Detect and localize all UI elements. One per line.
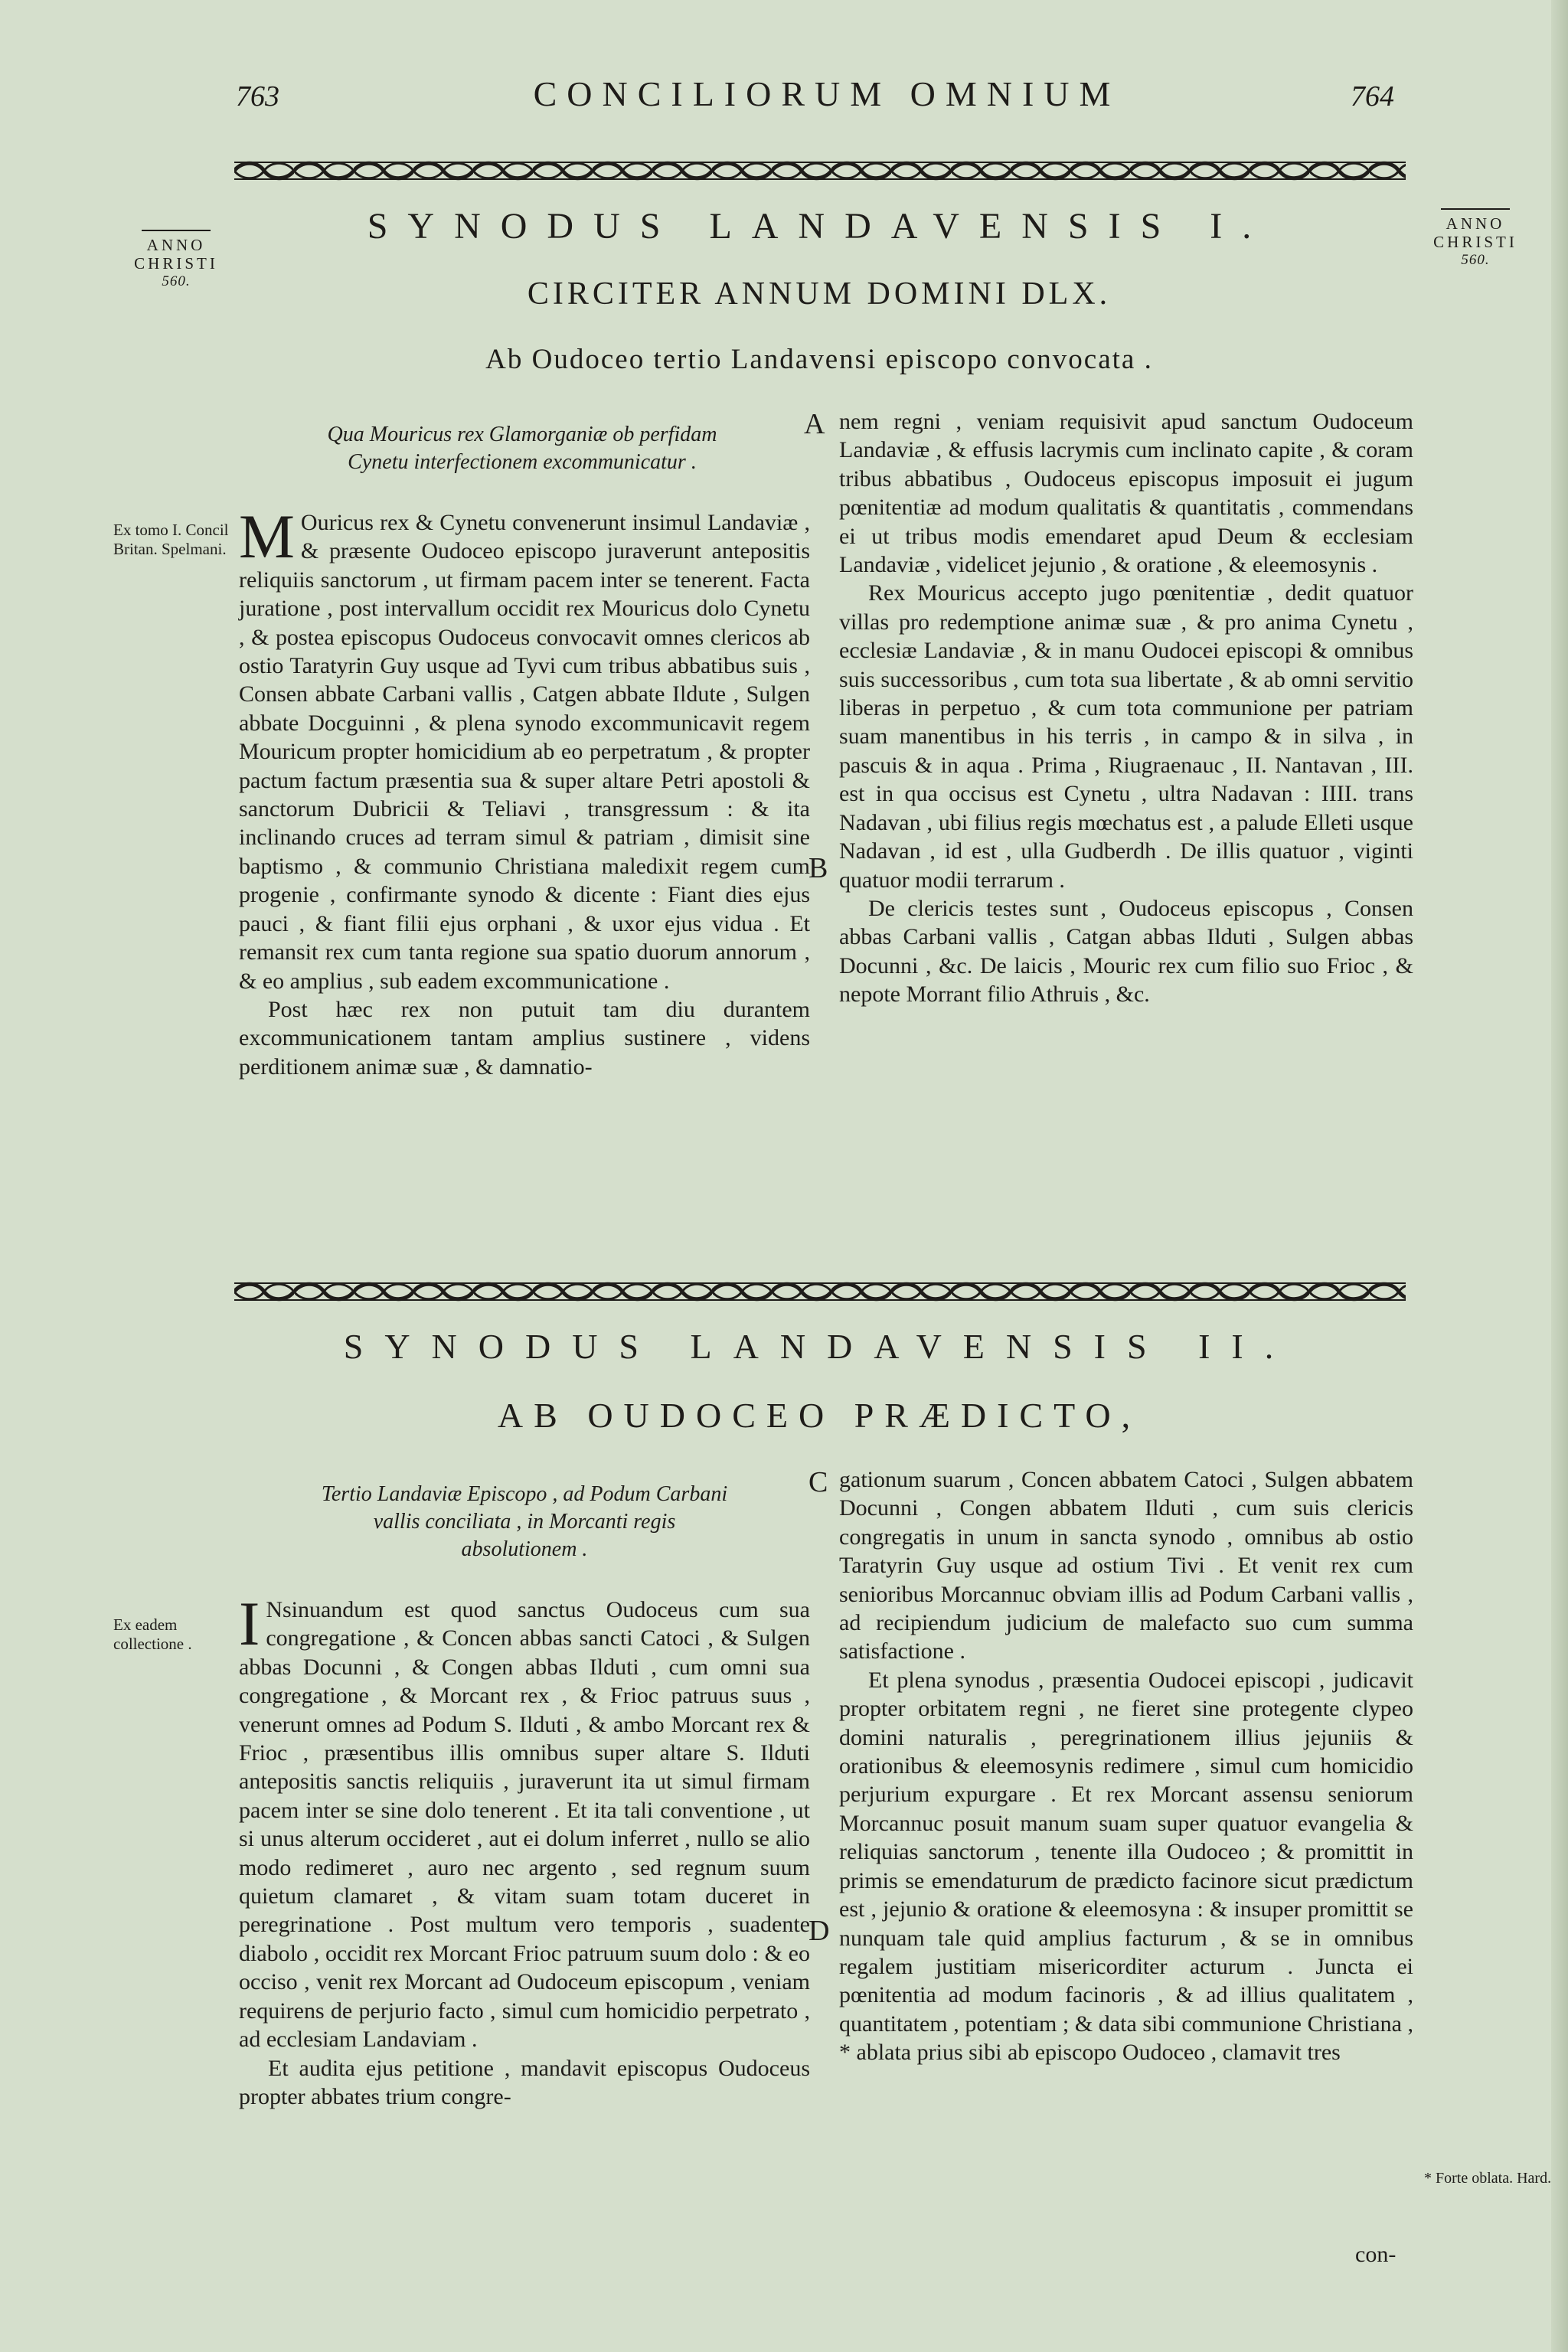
page-number-right: 764	[1351, 80, 1394, 113]
column-marker-c: C	[808, 1466, 828, 1498]
paragraph: Et audita ejus petitione , mandavit episcopus Oudoceus propter abbates trium congre-	[239, 2055, 810, 2109]
argument-line: absolutionem .	[461, 1537, 588, 1561]
argument-line: vallis conciliata , in Morcanti regis	[373, 1510, 676, 1534]
ornament-band-top	[234, 159, 1406, 182]
column-marker-d: D	[808, 1915, 830, 1947]
anno-rule	[1441, 208, 1510, 210]
section2-right-column	[839, 1465, 1413, 2067]
paragraph: Post hæc rex non putuit tam diu durantem excommunicationem tantam amplius sustinere , videns perditionem animæ suæ , & damnatio-	[239, 996, 810, 1080]
anno-year: 560.	[1461, 252, 1490, 268]
section2-subtitle: AB OUDOCEO PRÆDICTO,	[497, 1396, 1142, 1435]
margin-note-source: Ex tomo I. Concil Britan. Spelmani.	[113, 521, 229, 558]
anno-year: 560.	[162, 273, 191, 289]
page-gutter	[1551, 0, 1568, 2352]
section1-argument	[239, 421, 805, 476]
section1-subtitle: CIRCITER ANNUM DOMINI DLX.	[527, 276, 1112, 312]
paragraph: gationum suarum , Concen abbatem Catoci , Sulgen abbatem Docunni , Congen abbatem Ilduti , cum suis clericis congregatis in unum in sancta synodo , omnibus ab ostio Taratyrin Guy usque ad ostium Tivi . Et venit rex cum senioribus Morcannuc obviam illis ad Podum Carbani vallis , ad recipiendum judicium de malefacto suo cum summa satisfactione .	[839, 1467, 1413, 1664]
ornament-rule-icon	[234, 159, 1406, 182]
section2-left-column	[239, 1589, 810, 2111]
ornament-band-middle	[234, 1280, 1406, 1303]
section2-title: SYNODUS LANDAVENSIS II.	[343, 1327, 1295, 1366]
section1-right-column	[839, 407, 1413, 1009]
anno-label: ANNO	[146, 236, 206, 254]
paragraph	[239, 1589, 810, 2054]
catchword: con-	[1355, 2242, 1396, 2267]
section1-convened: Ab Oudoceo tertio Landavensi episcopo convocata .	[485, 344, 1153, 375]
paragraph: Et plena synodus , præsentia Oudocei episcopi , judicavit propter orbitatem regni , ne fieret sine protegente clypeo domini naturalis , peregrinationem illius jejuniis & orationibus & eleemosynis redimere , simul cum homicidio perjurium expurgare . Et rex Morcant assensu seniorum Morcannuc posuit manum suam super quatuor evangelia & reliquias sanctorum , tenente illa Oudoceo ; & promittit in primis se emendaturum de prædicto facinore sicut prædictum est , jejunio & oratione & eleemosyna : & insuper promittit se nunquam tale quid amplius facturum , & se in omnibus regalem justitiam misericorditer acturum . Juncta ei pœnitentia ad modum facinoris , & ad illius qualitatem , quantitatem , potentiam ; & data sibi communione Christiana , * ablata prius sibi ab episcopo Oudoceo , clamavit tres	[839, 1667, 1413, 2066]
argument-line: Qua Mouricus rex Glamorganiæ ob perfidam	[327, 423, 717, 446]
page-number-left: 763	[236, 80, 279, 113]
christi-label: CHRISTI	[1433, 233, 1517, 251]
margin-note-source: Ex eadem collectione .	[113, 1615, 192, 1653]
section2-argument	[230, 1481, 819, 1563]
section1-title: SYNODUS LANDAVENSIS I.	[367, 206, 1272, 247]
section1-left-column	[239, 501, 810, 1081]
anno-label: ANNO	[1446, 214, 1505, 233]
paragraph: Rex Mouricus accepto jugo pœnitentiæ , dedit quatuor villas pro redemptione animæ suæ , & pro anima Cynetu , ecclesiæ Landaviæ , & in manu Oudocei episcopi & omnibus suis successoribus , cum tota sua libertate , & ab omni servitio liberas in perpetuo , & cum tota communione per patriam suam manentibus in his terris , in campo & in silva , in pascuis & in aqua . Prima , Riugraenauc , II. Nantavan , III. est in qua occisus est Cynetu , ultra Nadavan : IIII. trans Nadavan , ubi filius regis mœchatus est , a palude Elleti usque Nadavan , id est , ulla Gudberdh . De illis quatuor , viginti quatuor modii terrarum .	[839, 580, 1413, 893]
paragraph-text: Ouricus rex & Cynetu convenerunt insimul Landaviæ , & præsente Oudoceo episcopo juraverunt antepositis reliquiis sanctorum , ut firmam pacem inter se tenerent. Facta juratione , post intervallum occidit rex Mouricus dolo Cynetu , & postea episcopus Oudoceus convocavit omnes clericos ab ostio Taratyrin Guy usque ad Tyvi cum tribus abbatibus suis , Consen abbate Carbani vallis , Catgen abbate Ildute , Sulgen abbate Docguinni , & plena synodo excommunicavit regem Mouricum propter homicidium ab eo perpetratum , & propter pactum factum præsentia sua & super altare Petri apostoli & sanctorum Dubricii & Teliavi , transgressum : & ita inclinando cruces ad terram simul & patriam , dimisit sine baptismo , & communio Christiana maledixit regem cum progenie , confirmante synodo & dicente : Fiant dies ejus pauci , & fiant filii ejus orphani , & uxor ejus vidua . Et remansit rex cum tanta regione sua spatio duorum annorum , & eo amplius , sub eadem excommunicatione .	[239, 510, 810, 994]
argument-line: Cynetu interfectionem excommunicatur .	[348, 450, 697, 474]
column-marker-a: A	[804, 408, 825, 440]
argument-line: Tertio Landaviæ Episcopo , ad Podum Carbani	[321, 1482, 728, 1506]
anno-rule	[142, 230, 211, 231]
anno-christi-left	[107, 230, 245, 291]
running-title: CONCILIORUM OMNIUM	[533, 74, 1121, 113]
paragraph	[239, 501, 810, 995]
paragraph: De clericis testes sunt , Oudoceus episcopus , Consen abbas Carbani vallis , Catgan abbas Ilduti , Sulgen abbas Docunni , &c. De laicis , Mouric rex cum filio suo Frioc , & nepote Morrant filio Athruis , &c.	[839, 895, 1413, 1008]
drop-cap: M	[239, 501, 295, 571]
paragraph: nem regni , veniam requisivit apud sanctum Oudoceum Landaviæ , & effusis lacrymis cum inclinato capite , & coram tribus abbatibus , Oudoceus episcopus imposuit ei jugum pœnitentiæ ad modum qualitatis & quantitatis , commendans ei ut tribus modis emendaret apud Deum & ecclesiam Landaviæ , videlicet jejunio , & oratione , & eleemosynis .	[839, 409, 1413, 578]
christi-label: CHRISTI	[134, 254, 218, 273]
anno-christi-right	[1403, 208, 1548, 270]
footnote-margin: * Forte oblata. Hard.	[1424, 2170, 1552, 2187]
column-marker-b: B	[808, 852, 828, 884]
drop-cap: I	[239, 1589, 260, 1658]
paragraph-text: Nsinuandum est quod sanctus Oudoceus cum sua congregatione , & Concen abbas sancti Catoci , & Sulgen abbas Docunni , & Congen abbas Ilduti , cum omni sua congregatione , & Morcant rex , & Frioc patruus suus , venerunt omnes ad Podum S. Ilduti , & ambo Morcant rex & Frioc , præsentibus illis omnibus super altare S. Ilduti antepositis sanctis reliquiis , juraverunt ita ut simul firmam pacem inter se sine dolo tenerent . Et ita tali conventione , ut si unus alterum occideret , aut ei dolum inferret , nullo se alio modo redimeret , auro nec argento , sed regnum suum quietum clamaret , & vitam suam totam duceret in peregrinatione . Post multum vero temporis , suadente diabolo , occidit rex Morcant Frioc patruum suum dolo : & eo occiso , venit rex Morcant ad Oudoceum episcopum , veniam requirens de perjurio facto , simul cum homicidio perpetrato , ad ecclesiam Landaviam .	[239, 1597, 810, 2053]
ornament-rule-icon	[234, 1280, 1406, 1303]
